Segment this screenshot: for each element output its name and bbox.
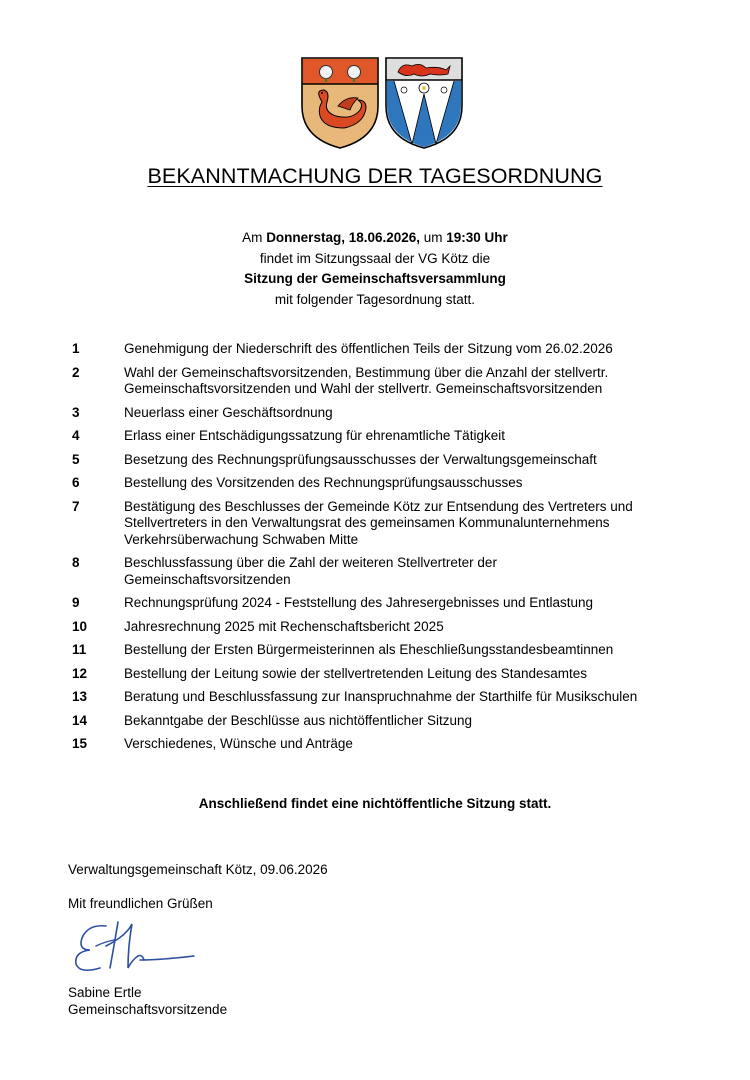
meeting-name-text: Sitzung der Gemeinschaftsversammlung [244,271,506,286]
agenda-item-text [124,689,682,706]
agenda-item [72,642,682,659]
agenda-item-line: Beschlussfassung über die Zahl der weiteren Stellvertreter der [124,555,497,570]
agenda-item-text [124,736,682,753]
agenda-item-text [124,595,682,612]
agenda-item [72,499,682,549]
agenda-item-number: 11 [72,642,87,657]
agenda-item-line: Verschiedenes, Wünsche und Anträge [124,736,353,751]
meeting-time: 19:30 Uhr [446,230,508,245]
agenda-item [72,452,682,469]
agenda-item-line: Bestellung der Leitung sowie der stellvertretenden Leitung des Standesamtes [124,665,588,681]
agenda-item-line: Wahl der Gemeinschaftsvorsitzenden, Bestimmung über die Anzahl der stellvertr. [124,364,609,380]
agenda-item-line: Bekanntgabe der Beschlüsse aus nichtöffentlicher Sitzung [124,712,472,728]
agenda-item [72,666,682,683]
agenda-item-text [124,428,682,445]
agenda-item-number: 12 [72,665,88,681]
agenda-list [72,341,682,760]
intro-mid: um [420,230,447,245]
signer-role: Gemeinschaftsvorsitzende [68,1001,228,1017]
coats-of-arms [300,54,464,150]
agenda-item [72,736,682,753]
agenda-item-line: Besetzung des Rechnungsprüfungsausschusses der Verwaltungsgemeinschaft [124,451,597,467]
agenda-item [72,689,682,706]
agenda-item-number: 1 [72,341,80,356]
signer-name: Sabine Ertle [68,985,142,1000]
agenda-item [72,341,682,358]
agenda-item-number: 14 [72,712,88,728]
agenda-item-number: 2 [72,364,80,380]
page-title [0,164,750,189]
agenda-item [72,713,682,730]
agenda-item-line: Rechnungsprüfung 2024 - Feststellung des Jahresergebnisses und Entlastung [124,595,594,610]
agenda-item [72,619,682,636]
agenda-item-line: Genehmigung der Niederschrift des öffentlichen Teils der Sitzung vom 26.02.2026 [124,341,613,356]
agenda-item-number: 6 [72,475,80,490]
agenda-item [72,428,682,445]
agenda-item-line: Jahresrechnung 2025 mit Rechenschaftsbericht 2025 [124,618,444,634]
agenda-item-text [124,475,682,492]
agenda-item-text [124,555,682,588]
agenda-item-number: 13 [72,689,88,704]
agenda-item [72,405,682,422]
closing-note: Anschließend findet eine nichtöffentliche Sitzung statt. [198,796,552,811]
agenda-item-text [124,365,682,398]
agenda-item-number: 7 [72,498,80,514]
agenda-item-line: Stellvertreters in den Verwaltungsrat des gemeinsamen Kommunalunternehmens [124,515,610,530]
agenda-item-line: Bestellung der Ersten Bürgermeisterinnen als Eheschließungsstandesbeamtinnen [124,642,614,657]
agenda-item-number: 3 [72,404,80,420]
agenda-item [72,595,682,612]
agenda-item-text [124,619,682,636]
agenda-item-number: 15 [72,736,88,751]
agenda-item-line: Gemeinschaftsvorsitzenden und Wahl der stellvertr. Gemeinschaftsvorsitzenden [124,381,603,396]
agenda-item-number: 5 [72,451,80,467]
agenda-item-line: Gemeinschaftsvorsitzenden [124,571,291,587]
agenda-item [72,475,682,492]
intro-line-4: mit folgender Tagesordnung statt. [274,291,476,307]
agenda-item-number: 8 [72,555,80,570]
agenda-item-text [124,499,682,549]
agenda-item-text [124,452,682,469]
meeting-date: Donnerstag, 18.06.2026, [266,230,421,245]
place-date: Verwaltungsgemeinschaft Kötz, 09.06.2026 [68,862,328,877]
agenda-item-line: Bestätigung des Beschlusses der Gemeinde Kötz zur Entsendung des Vertreters und [124,498,633,514]
agenda-item-line: Neuerlass einer Geschäftsordnung [124,404,333,420]
agenda-item-text [124,666,682,683]
agenda-item-text [124,341,682,358]
agenda-item-line: Erlass einer Entschädigungssatzung für ehrenamtliche Tätigkeit [124,428,505,443]
agenda-item-line: Beratung und Beschlussfassung zur Inanspruchnahme der Starthilfe für Musikschulen [124,689,638,704]
agenda-item-number: 4 [72,428,80,443]
meeting-intro [0,228,750,310]
agenda-item [72,555,682,588]
intro-prefix: Am [242,230,267,245]
crest-swan-icon [302,58,378,148]
intro-line-1 [0,228,750,249]
agenda-item-number: 9 [72,595,80,610]
agenda-item-line: Verkehrsüberwachung Schwaben Mitte [124,531,359,547]
page-title-text: BEKANNTMACHUNG DER TAGESORDNUNG [147,164,603,188]
agenda-item-text [124,713,682,730]
agenda-item-line: Bestellung des Vorsitzenden des Rechnungsprüfungsausschusses [124,475,523,490]
agenda-item-text [124,642,682,659]
agenda-item [72,365,682,398]
intro-line-2: findet im Sitzungssaal der VG Kötz die [259,250,491,266]
agenda-item-text [124,405,682,422]
handwritten-signature-icon [66,916,206,978]
signer-block [68,985,227,1018]
crest-lion-rose-icon [386,58,462,148]
greeting: Mit freundlichen Grüßen [68,896,213,911]
agenda-item-number: 10 [72,618,88,634]
meeting-name [0,269,750,290]
